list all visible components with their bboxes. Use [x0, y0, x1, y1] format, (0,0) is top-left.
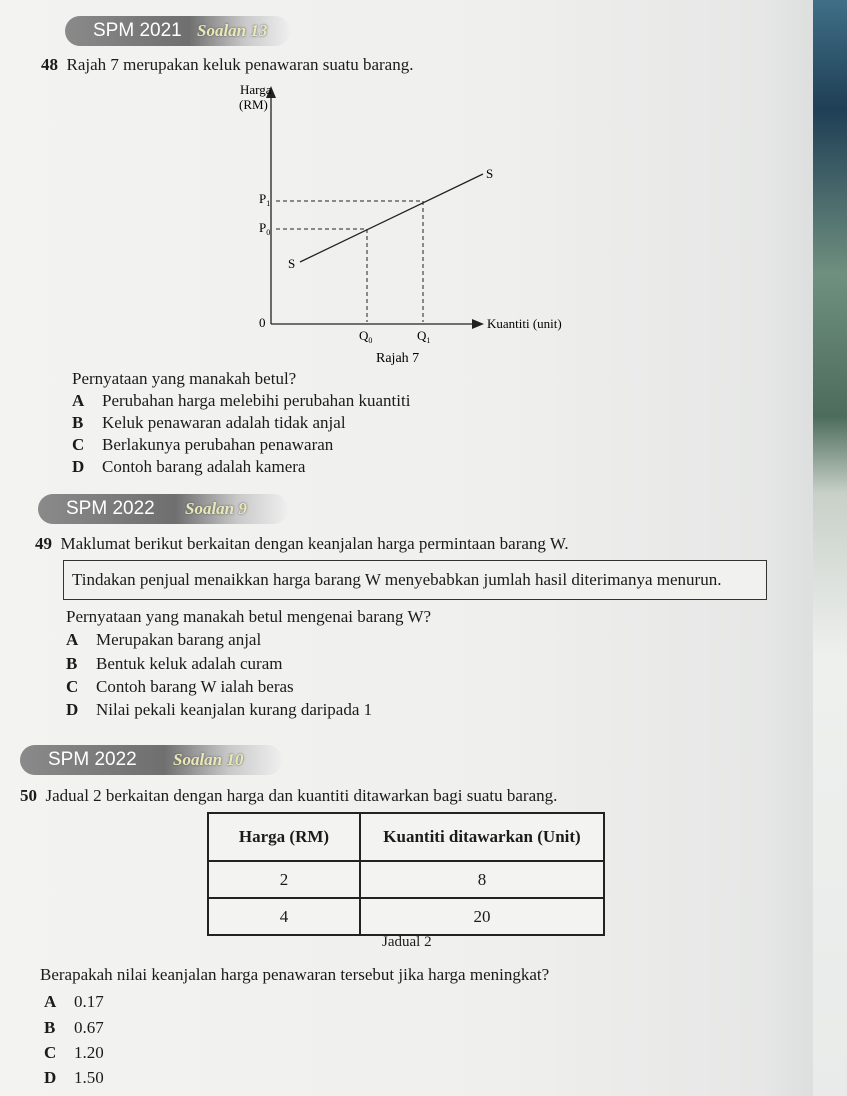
question-number: 48 [41, 55, 58, 74]
option-49-b[interactable]: B Bentuk keluk adalah curam [66, 654, 283, 673]
option-48-a[interactable]: A Perubahan harga melebihi perubahan kuantiti [72, 391, 411, 410]
data-table [207, 812, 605, 936]
supply-curve [300, 174, 483, 262]
label-q0: $Q_0$ [359, 328, 373, 345]
option-50-c[interactable]: C 1.20 [44, 1043, 104, 1062]
label-p1: $P_1$ [259, 191, 271, 208]
page-edge-background [813, 0, 847, 1096]
y-label-rm: (RM) [239, 97, 268, 112]
label-origin: 0 [259, 315, 266, 330]
table-row: 4 20 [208, 898, 604, 935]
table-caption: Jadual 2 [382, 934, 432, 950]
option-48-b[interactable]: B Keluk penawaran adalah tidak anjal [72, 413, 346, 432]
option-50-d[interactable]: D 1.50 [44, 1068, 104, 1087]
question-49-stem: 49 Maklumat berikut berkaitan dengan keanjalan harga permintaan barang W. [35, 534, 569, 553]
label-s-lower: S [288, 256, 296, 271]
option-50-b[interactable]: B 0.67 [44, 1018, 104, 1037]
table-header-kuantiti: Kuantiti ditawarkan (Unit) [360, 813, 604, 861]
question-48-prompt: Pernyataan yang manakah betul? [72, 369, 297, 388]
badge-spm-2022-a: SPM 2022 Soalan 9 [38, 494, 288, 524]
badge-spm-2021 [65, 16, 290, 46]
x-label: Kuantiti (unit) [487, 316, 562, 331]
option-49-a[interactable]: A Merupakan barang anjal [66, 630, 262, 649]
question-50-prompt: Berapakah nilai keanjalan harga penawaran tersebut jika harga meningkat? [40, 965, 550, 984]
table-header-harga: Harga (RM) [208, 813, 360, 861]
question-50-stem: 50 Jadual 2 berkaitan dengan harga dan kuantiti ditawarkan bagi suatu barang. [20, 786, 558, 805]
label-p0: $P_0$ [259, 220, 271, 237]
supply-curve-diagram [220, 78, 580, 368]
badge-soalan: Soalan 13 [197, 21, 268, 40]
y-label-harga: Harga [240, 82, 272, 97]
badge-tag: SPM 2021 [93, 20, 182, 41]
label-q1: $Q_1$ [417, 328, 431, 345]
option-48-d[interactable]: D Contoh barang adalah kamera [72, 457, 306, 476]
option-48-c[interactable]: C Berlakunya perubahan penawaran [72, 435, 334, 454]
diagram-caption: Rajah 7 [376, 351, 420, 366]
label-s-upper: S [486, 166, 494, 181]
option-50-a[interactable]: A 0.17 [44, 992, 104, 1011]
info-box: Tindakan penjual menaikkan harga barang W menyebabkan jumlah hasil diterimanya menurun. [63, 560, 767, 600]
badge-spm-2022-b: SPM 2022 Soalan 10 [20, 745, 282, 775]
question-text: Rajah 7 merupakan keluk penawaran suatu barang. [66, 55, 414, 74]
x-axis-arrow [472, 319, 484, 329]
question-49-prompt: Pernyataan yang manakah betul mengenai barang W? [66, 607, 432, 626]
table-row: 2 8 [208, 861, 604, 898]
question-48-stem [41, 55, 413, 75]
option-49-d[interactable]: D Nilai pekali keanjalan kurang daripada 1 [66, 700, 373, 719]
option-49-c[interactable]: C Contoh barang W ialah beras [66, 677, 294, 696]
